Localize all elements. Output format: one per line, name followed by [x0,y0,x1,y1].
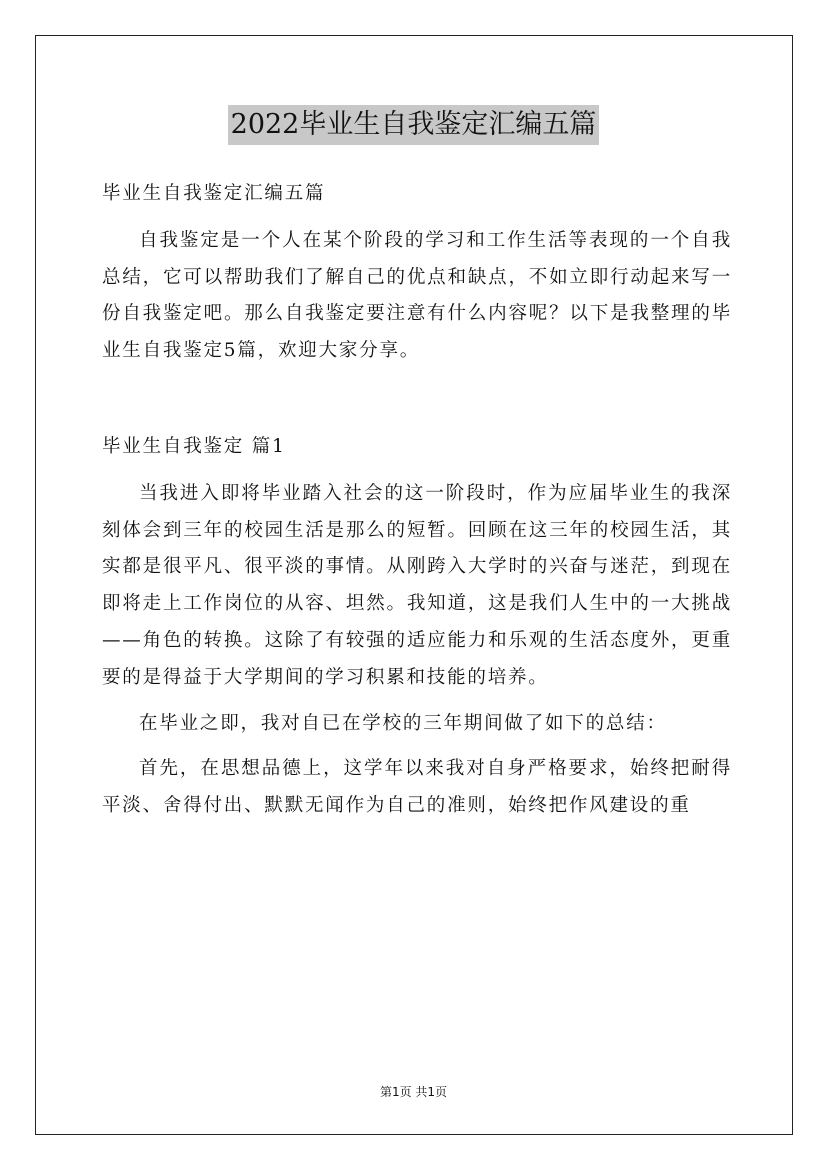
document-body [102,176,732,834]
section-spacer [102,379,732,429]
page-footer: 第1页 共1页 [379,1085,448,1099]
section-heading: 毕业生自我鉴定 篇1 [102,435,286,457]
document-title-container [0,103,827,145]
section-paragraph-3: 首先，在思想品德上，这学年以来我对自身严格要求，始终把耐得平淡、舍得付出、默默无闻作为自己的准则，始终把作风建设的重 [102,758,732,817]
document-subtitle: 毕业生自我鉴定汇编五篇 [102,183,326,204]
section-paragraph-1: 当我进入即将毕业踏入社会的这一阶段时，作为应届毕业生的我深刻体会到三年的校园生活是那么的短暂。回顾在这三年的校园生活，其实都是很平凡、很平淡的事情。从刚跨入大学时的兴奋与迷茫，到现在即将走上工作岗位的从容、坦然。我知道，这是我们人生中的一大挑战——角色的转换。这除了有较强的适应能力和乐观的生活态度外，更重要的是得益于大学期间的学习积累和技能的培养。 [102,482,732,688]
intro-paragraph: 自我鉴定是一个人在某个阶段的学习和工作生活等表现的一个自我总结，它可以帮助我们了解自己的优点和缺点，不如立即行动起来写一份自我鉴定吧。那么自我鉴定要注意有什么内容呢？以下是我整理的毕业生自我鉴定5篇，欢迎大家分享。 [102,229,732,362]
document-title: 2022毕业生自我鉴定汇编五篇 [228,105,600,145]
section-paragraph-2: 在毕业之即，我对自已在学校的三年期间做了如下的总结： [139,712,667,734]
